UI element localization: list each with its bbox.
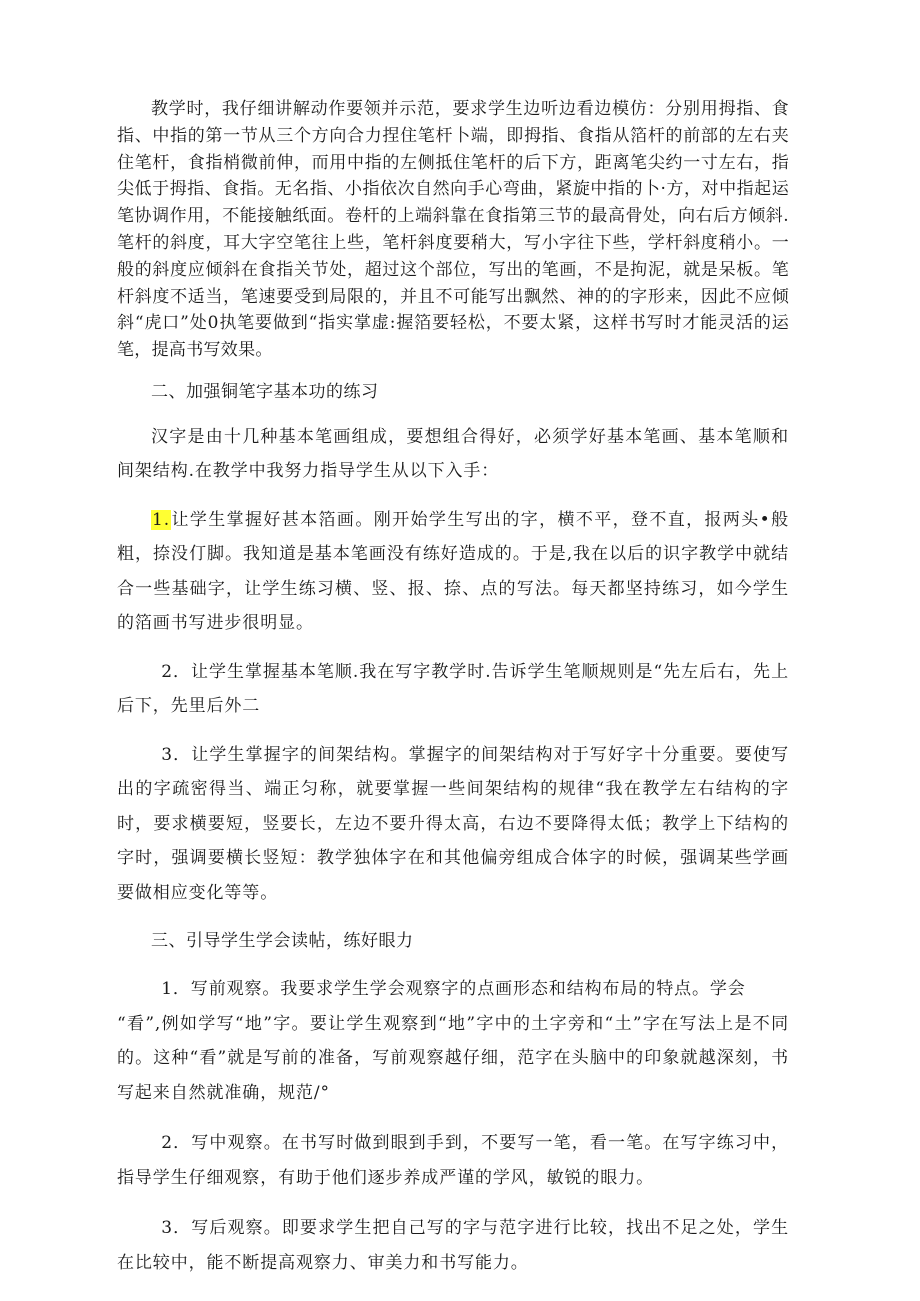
list-item-1 [117, 503, 789, 641]
paragraph-pen-grip: 教学时，我仔细讲解动作要领并示范，要求学生边听边看边模仿：分别用拇指、食指、中指的第一节从三个方向合力捏住笔杆卜端，即拇指、食指从箔杆的前部的左右夹住笔杆，食指梢微前伸，而用中指的左侧抵住笔杆的后下方，距离笔尖约一寸左右，指尖低于拇指、食指。无名指、小指依次自然向手心弯曲，紧旋中指的卜·方，对中指起运笔协调作用，不能接触纸面。卷杆的上端斜靠在食指第三节的最高骨处，向右后方倾斜.笔杆的斜度，耳大字空笔往上些，笔杆斜度要稍大，写小字往下些，学杆斜度稍小。一般的斜度应倾斜在食指关节处，超过这个部位，写出的笔画，不是拘泥，就是呆板。笔杆斜度不适当，笔速要受到局限的，并且不可能写出飘然、神的的字形来，因此不应倾斜“虎口”处0执笔要做到“指实掌虚:握箔要轻松，不要太紧，这样书写时才能灵活的运笔，提高书写效果。 [117, 99, 789, 361]
list-item-1-text: 让学生掌握好甚本箔画。刚开始学生写出的字，横不平，登不直，报两头•般粗，捺没仃脚。我知道是基本笔画没有练好造成的。于是,我在以后的识字教学中就结合一些基础字，让学生练习横、竖、报、捺、点的写法。每天都坚持练习，如今学生的箔画书写进步很明显。 [117, 509, 789, 634]
observation-item-1-line1: 1．写前观察。我要求学生学会观察字的点画形态和结构布局的特点。学会 [161, 979, 746, 1000]
list-item-3: 3．让学生掌握字的间架结构。掌握字的间架结构对于写好字十分重要。要使写出的字疏密得当、端正匀称，就要掌握一些间架结构的规律“我在教学左右结构的字时，要求横要短，竖要长，左边不要升得太高，右边不要降得太低；教学上下结构的字时，强调要横长竖短：教学独体字在和其他偏旁组成合体字的时候，强调某些学画要做相应变化等等。 [117, 744, 789, 903]
document-page [117, 96, 789, 1280]
section-heading-3: 三、引导学生学会读帖，练好眼力 [151, 931, 414, 952]
section-heading-2: 二、加强铜笔字基本功的练习 [151, 381, 379, 402]
highlight-mark: 1. [152, 509, 171, 530]
paragraph-basic-strokes-intro: 汉字是由十几种基本笔画组成，要想组合得好，必须学好基本笔画、基本笔顺和间架结构.在教学中我努力指导学生从以下入手： [117, 426, 789, 482]
observation-item-1-rest: “看”,例如学写“地”字。要让学生观察到“地”字中的土字旁和“土”字在写法上是不同的。这种“看”就是写前的准备，写前观察越仔细，范字在头脑中的印象就越深刻，书写起来自然就准确，规范/° [117, 1013, 789, 1103]
observation-item-1 [117, 972, 789, 1110]
observation-item-2: 2．写中观察。在书写时做到眼到手到，不要写一笔，看一笔。在写字练习中，指导学生仔细观察，有助于他们逐步养成严谨的学风，敏锐的眼力。 [117, 1133, 789, 1188]
list-item-2: 2．让学生掌握基本笔顺.我在写字教学时.告诉学生笔顺规则是“先左后右，先上后下，先里后外二 [117, 661, 789, 717]
observation-item-3: 3．写后观察。即要求学生把自己写的字与范字进行比较，找出不足之处，学生在比较中，能不断提高观察力、审美力和书写能力。 [117, 1218, 789, 1273]
